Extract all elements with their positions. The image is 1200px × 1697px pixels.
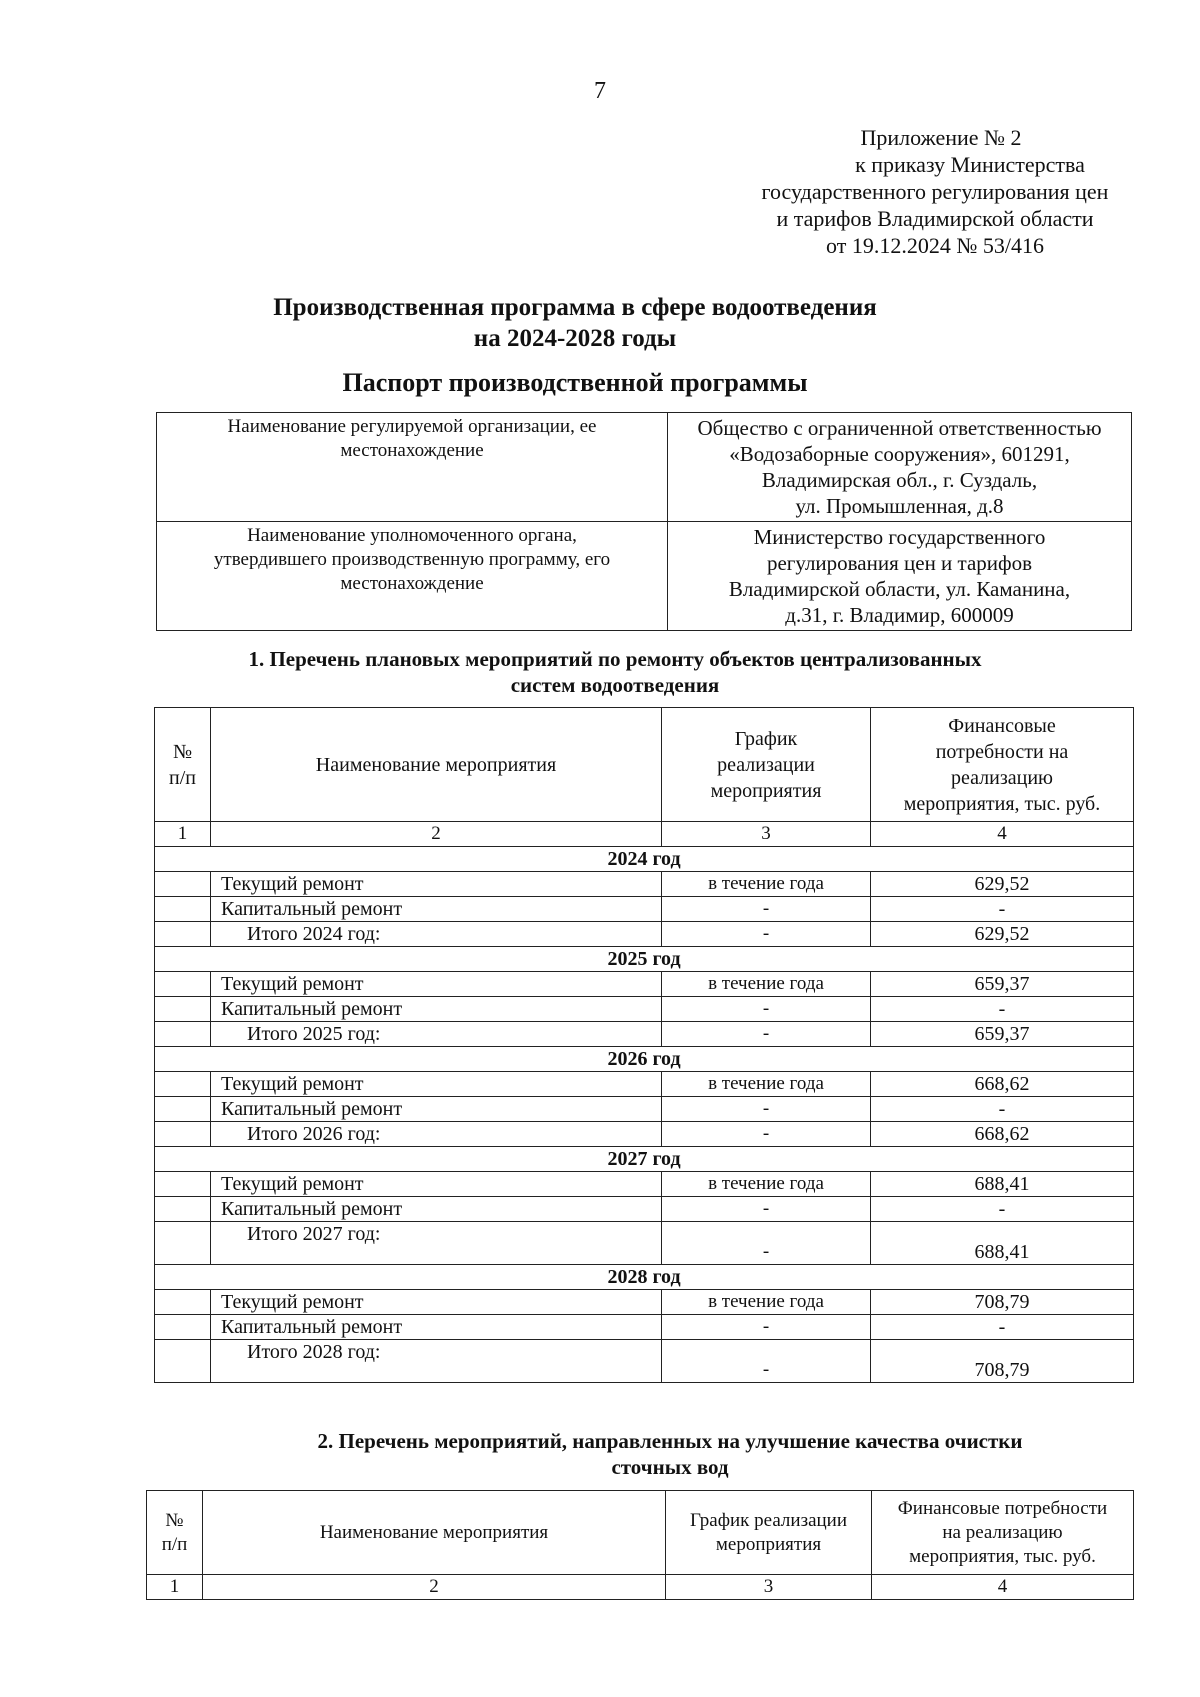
row-number: [155, 972, 211, 997]
activity-schedule: -: [662, 1022, 871, 1047]
title-line: на 2024-2028 годы: [473, 325, 677, 352]
table-header-row: [155, 708, 1134, 822]
row-number: [155, 1022, 211, 1047]
activity-schedule: -: [662, 1340, 871, 1383]
cell-line: Владимирская обл., г. Суздаль,: [761, 468, 1038, 492]
year-label: 2025 год: [155, 947, 1134, 972]
column-number: 4: [871, 822, 1134, 847]
header-cell-number: [155, 708, 211, 822]
header-cell-name: Наименование мероприятия: [211, 708, 662, 822]
row-number: [155, 1197, 211, 1222]
activity-name: Текущий ремонт: [211, 972, 662, 997]
treatment-quality-table: [146, 1490, 1134, 1600]
activity-amount: 659,37: [871, 1022, 1134, 1047]
year-row: [155, 1147, 1134, 1172]
table-row: [155, 1172, 1134, 1197]
cell-line: «Водозаборные сооружения», 601291,: [729, 442, 1070, 466]
cell-line: Министерство государственного: [753, 525, 1046, 549]
appendix-line: от 19.12.2024 № 53/416: [826, 233, 1044, 258]
passport-value-cell: [668, 522, 1132, 631]
section1-heading: [180, 646, 1050, 698]
row-number: [155, 1072, 211, 1097]
column-number: 2: [203, 1575, 666, 1600]
page-number: 7: [594, 78, 606, 104]
table-row-total: [155, 1340, 1134, 1383]
header-cell-schedule: [666, 1491, 872, 1575]
activity-name: Капитальный ремонт: [211, 897, 662, 922]
column-number: 3: [662, 822, 871, 847]
activity-name: Капитальный ремонт: [211, 997, 662, 1022]
column-number: 1: [147, 1575, 203, 1600]
cell-line: Финансовые потребности: [897, 1497, 1108, 1519]
activity-amount: 688,41: [871, 1172, 1134, 1197]
activity-schedule: -: [662, 997, 871, 1022]
row-number: [155, 1222, 211, 1265]
passport-heading: Паспорт производственной программы: [342, 368, 808, 397]
table-row: [155, 897, 1134, 922]
column-number: 4: [872, 1575, 1134, 1600]
section2-heading: [200, 1428, 1140, 1480]
activity-amount: 708,79: [871, 1290, 1134, 1315]
cell-line: д.31, г. Владимир, 600009: [785, 603, 1014, 627]
cell-line: на реализацию: [942, 1521, 1063, 1543]
activity-amount: -: [871, 1315, 1134, 1340]
cell-line: утвердившего производственную программу, его: [213, 549, 611, 570]
table-row-total: [155, 922, 1134, 947]
activity-amount: 688,41: [871, 1222, 1134, 1265]
year-label: 2026 год: [155, 1047, 1134, 1072]
document-title: [150, 292, 1000, 354]
cell-line: Общество с ограниченной ответственностью: [697, 416, 1102, 440]
header-cell-name: Наименование мероприятия: [203, 1491, 666, 1575]
passport-label-cell: [157, 413, 668, 522]
header-cell-schedule: [662, 708, 871, 822]
row-number: [155, 1122, 211, 1147]
activity-amount: -: [871, 1097, 1134, 1122]
cell-line: График реализации: [689, 1509, 848, 1531]
cell-line: мероприятия, тыс. руб.: [903, 792, 1101, 815]
row-number: [155, 1097, 211, 1122]
cell-line: ул. Промышленная, д.8: [795, 494, 1004, 518]
year-label: 2028 год: [155, 1265, 1134, 1290]
repair-plan-table: [154, 707, 1134, 1383]
activity-name: Капитальный ремонт: [211, 1315, 662, 1340]
activity-schedule: -: [662, 922, 871, 947]
cell-line: Финансовые: [948, 714, 1056, 737]
table-row: [157, 522, 1132, 631]
cell-line: №: [165, 1509, 184, 1531]
cell-line: График: [734, 727, 798, 750]
activity-name: Итого 2025 год:: [211, 1022, 662, 1047]
activity-schedule: -: [662, 897, 871, 922]
table-header-row: [147, 1491, 1134, 1575]
table-row: [155, 972, 1134, 997]
year-label: 2024 год: [155, 847, 1134, 872]
row-number: [155, 922, 211, 947]
activity-name: Капитальный ремонт: [211, 1097, 662, 1122]
activity-amount: 629,52: [871, 872, 1134, 897]
row-number: [155, 872, 211, 897]
appendix-line: государственного регулирования цен: [761, 179, 1109, 204]
activity-schedule: -: [662, 1222, 871, 1265]
heading-line: 1. Перечень плановых мероприятий по ремонту объектов централизованных: [248, 647, 982, 671]
activity-name: Итого 2027 год:: [211, 1222, 662, 1265]
cell-line: п/п: [169, 766, 196, 789]
cell-line: местонахождение: [340, 440, 484, 461]
activity-schedule: -: [662, 1315, 871, 1340]
year-row: [155, 947, 1134, 972]
activity-amount: -: [871, 1197, 1134, 1222]
column-number-row: [155, 822, 1134, 847]
cell-line: п/п: [161, 1533, 188, 1555]
appendix-line: и тарифов Владимирской области: [776, 206, 1094, 231]
row-number: [155, 997, 211, 1022]
table-row-total: [155, 1222, 1134, 1265]
cell-line: №: [172, 740, 193, 763]
cell-line: мероприятия: [715, 1533, 822, 1555]
table-row: [155, 872, 1134, 897]
title-line: Производственная программа в сфере водоотведения: [273, 294, 877, 321]
header-cell-amount: [871, 708, 1134, 822]
table-row: [155, 997, 1134, 1022]
passport-value-cell: [668, 413, 1132, 522]
activity-name: Текущий ремонт: [211, 872, 662, 897]
column-number: 2: [211, 822, 662, 847]
table-row: [155, 1072, 1134, 1097]
header-cell-amount: [872, 1491, 1134, 1575]
activity-name: Текущий ремонт: [211, 1072, 662, 1097]
header-cell-number: [147, 1491, 203, 1575]
passport-table: [156, 412, 1132, 631]
column-number: 1: [155, 822, 211, 847]
row-number: [155, 897, 211, 922]
heading-line: сточных вод: [611, 1455, 729, 1479]
activity-schedule: в течение года: [662, 1290, 871, 1315]
row-number: [155, 1172, 211, 1197]
cell-line: мероприятия: [710, 779, 822, 802]
cell-line: Наименование регулируемой организации, ее: [227, 416, 597, 437]
column-number-row: [147, 1575, 1134, 1600]
activity-amount: 708,79: [871, 1340, 1134, 1383]
activity-name: Итого 2028 год:: [211, 1340, 662, 1383]
table-row: [157, 413, 1132, 522]
table-row: [155, 1197, 1134, 1222]
activity-name: Итого 2026 год:: [211, 1122, 662, 1147]
year-row: [155, 847, 1134, 872]
activity-name: Текущий ремонт: [211, 1172, 662, 1197]
table-row: [155, 1097, 1134, 1122]
cell-line: Наименование уполномоченного органа,: [247, 525, 577, 546]
activity-amount: 668,62: [871, 1122, 1134, 1147]
activity-name: Капитальный ремонт: [211, 1197, 662, 1222]
appendix-line: Приложение № 2: [860, 125, 1022, 150]
year-row: [155, 1265, 1134, 1290]
table-row-total: [155, 1122, 1134, 1147]
activity-amount: -: [871, 997, 1134, 1022]
cell-line: мероприятия, тыс. руб.: [909, 1545, 1096, 1567]
table-row-total: [155, 1022, 1134, 1047]
cell-line: реализацию: [951, 766, 1053, 789]
year-label: 2027 год: [155, 1147, 1134, 1172]
table-row: [155, 1315, 1134, 1340]
activity-schedule: в течение года: [662, 1172, 871, 1197]
activity-amount: 629,52: [871, 922, 1134, 947]
activity-amount: 668,62: [871, 1072, 1134, 1097]
activity-amount: -: [871, 897, 1134, 922]
row-number: [155, 1340, 211, 1383]
passport-label-cell: [157, 522, 668, 631]
activity-schedule: в течение года: [662, 1072, 871, 1097]
column-number: 3: [666, 1575, 872, 1600]
activity-schedule: в течение года: [662, 872, 871, 897]
activity-schedule: -: [662, 1122, 871, 1147]
cell-line: Владимирской области, ул. Каманина,: [728, 577, 1071, 601]
cell-line: потребности на: [935, 740, 1069, 763]
year-row: [155, 1047, 1134, 1072]
row-number: [155, 1290, 211, 1315]
cell-line: регулирования цен и тарифов: [766, 551, 1033, 575]
activity-amount: 659,37: [871, 972, 1134, 997]
appendix-line: к приказу Министерства: [855, 152, 1085, 177]
cell-line: реализации: [717, 753, 815, 776]
activity-name: Текущий ремонт: [211, 1290, 662, 1315]
appendix-block: [700, 124, 1170, 259]
heading-line: систем водоотведения: [510, 673, 720, 697]
heading-line: 2. Перечень мероприятий, направленных на улучшение качества очистки: [317, 1429, 1023, 1453]
table-row: [155, 1290, 1134, 1315]
cell-line: местонахождение: [340, 573, 484, 594]
activity-schedule: -: [662, 1097, 871, 1122]
row-number: [155, 1315, 211, 1340]
activity-schedule: -: [662, 1197, 871, 1222]
activity-name: Итого 2024 год:: [211, 922, 662, 947]
activity-schedule: в течение года: [662, 972, 871, 997]
